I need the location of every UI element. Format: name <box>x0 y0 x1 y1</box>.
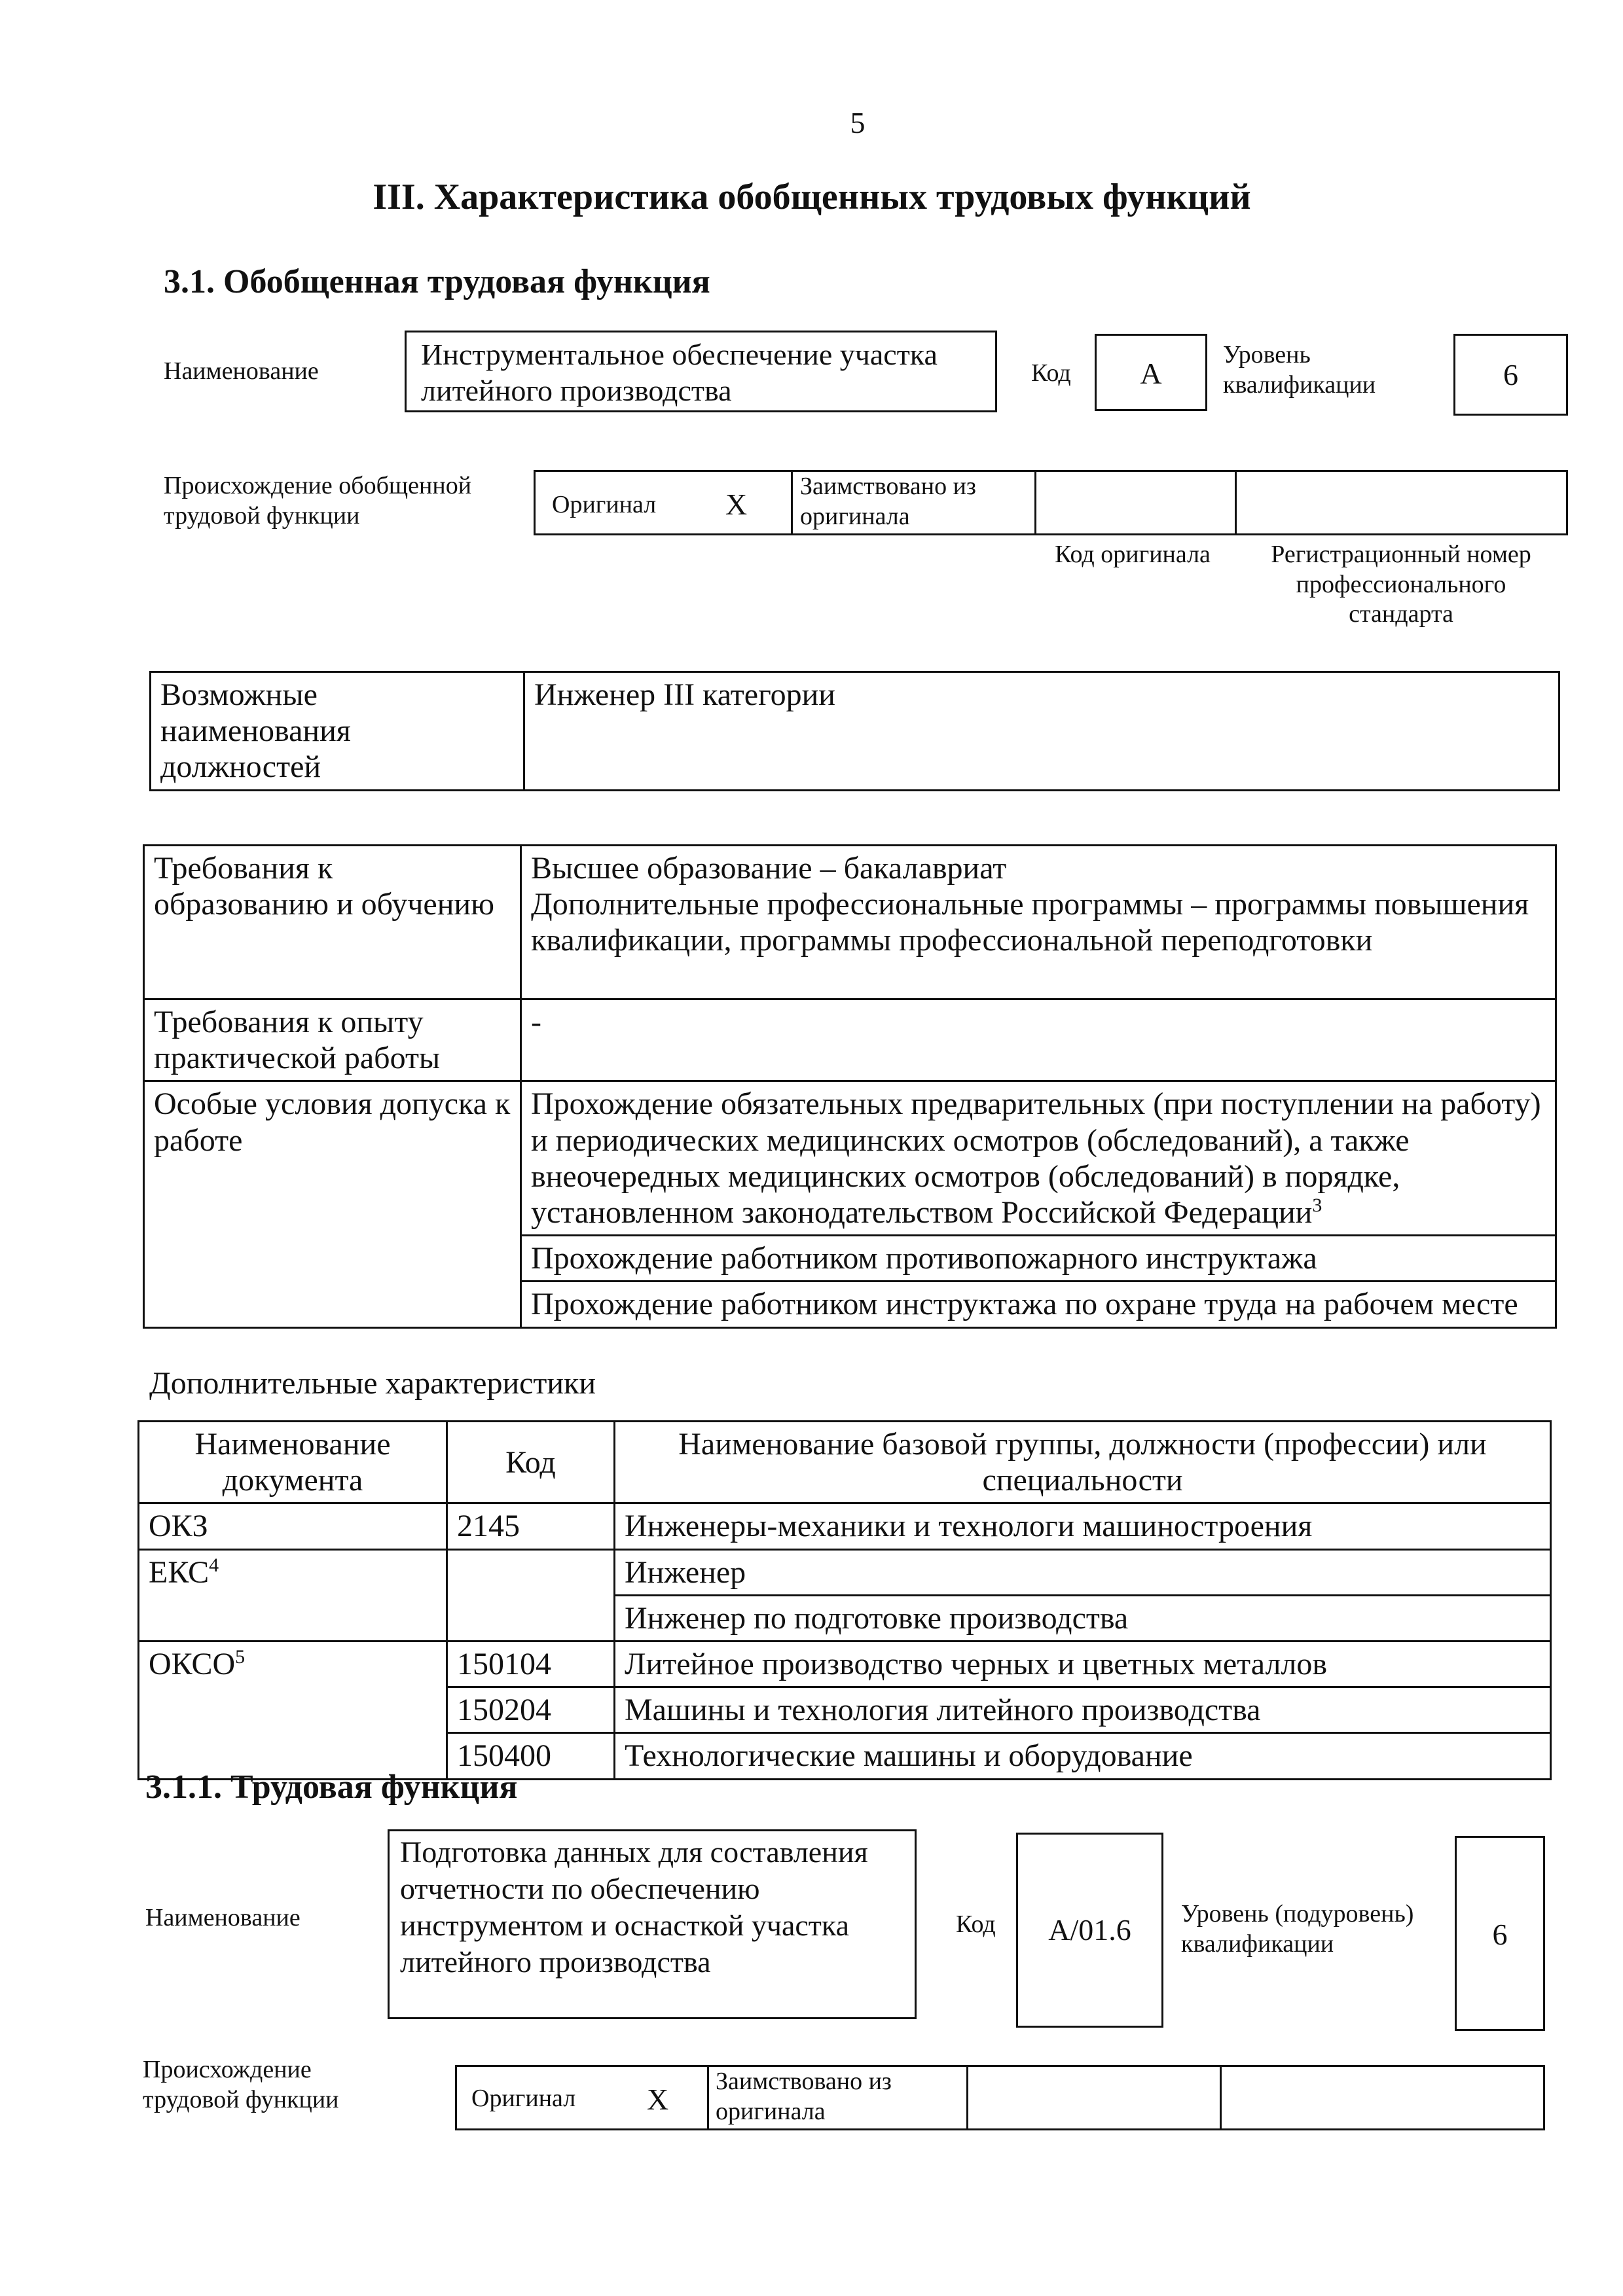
tf-original-label: Оригинал <box>471 2085 576 2112</box>
okso-name-2: Машины и технология литейного производства <box>615 1687 1551 1733</box>
tf-code-box <box>1016 1833 1163 2028</box>
tf-level-label: Уровень (подуровень) квалификации <box>1181 1900 1414 1958</box>
additional-table <box>137 1420 1552 1780</box>
okso-label: ОКСО <box>149 1646 236 1681</box>
special-item-2: Прохождение работником противопожарного инструктажа <box>521 1236 1556 1282</box>
education-line-1: Высшее образование – бакалавриат <box>531 851 1007 886</box>
page-number: 5 <box>850 106 866 139</box>
okz-code: 2145 <box>447 1503 615 1549</box>
gtf-code-label: Код <box>1031 359 1071 387</box>
okso-name-1: Литейное производство черных и цветных металлов <box>615 1641 1551 1687</box>
tf-level-value: 6 <box>1492 1918 1508 1951</box>
okso-code-2: 150204 <box>447 1687 615 1733</box>
gtf-code-value: А <box>1140 357 1162 390</box>
gtf-borrowed-label: Заимствовано из оригинала <box>800 473 976 530</box>
col-code-header: Код <box>447 1422 615 1503</box>
education-cell <box>521 846 1556 999</box>
gtf-name-label: Наименование <box>164 357 319 385</box>
tf-original-mark: X <box>647 2083 669 2116</box>
okz-name: Инженеры-механики и технологи машиностроения <box>615 1503 1551 1549</box>
tf-code-value: А/01.6 <box>1048 1913 1131 1946</box>
tf-code-label: Код <box>956 1910 996 1938</box>
okz-cell: ОКЗ <box>139 1503 447 1549</box>
gtf-name-value: Инструментальное обеспечение участка литейного производства <box>421 338 938 408</box>
tf-origin-table <box>455 2065 1545 2130</box>
positions-table <box>149 671 1560 791</box>
special-item-1-cell <box>521 1081 1556 1236</box>
requirements-table <box>143 844 1557 1329</box>
tf-level-box <box>1455 1836 1545 2031</box>
gtf-origin-table <box>534 470 1568 535</box>
education-label: Требования к образованию и обучению <box>144 846 521 999</box>
gtf-heading: 3.1. Обобщенная трудовая функция <box>164 263 710 300</box>
okso-cell <box>139 1641 447 1779</box>
okso-code-3: 150400 <box>447 1733 615 1779</box>
tf-name-label: Наименование <box>145 1904 301 1931</box>
eks-name-1: Инженер <box>615 1549 1551 1595</box>
gtf-level-value: 6 <box>1503 358 1518 391</box>
eks-code <box>447 1549 615 1641</box>
eks-label: ЕКС <box>149 1554 210 1590</box>
gtf-level-box <box>1453 334 1568 416</box>
eks-name-2: Инженер по подготовке производства <box>615 1595 1551 1641</box>
col-doc-header: Наименование документа <box>139 1422 447 1503</box>
gtf-original-mark: X <box>725 488 748 521</box>
positions-value: Инженер III категории <box>524 672 1559 791</box>
page-title: III. Характеристика обобщенных трудовых функций <box>373 177 1251 217</box>
footnote-4: 4 <box>209 1554 219 1576</box>
special-item-1: Прохождение обязательных предварительных (при поступлении на работу) и периодических медицинских осмотров (обследований), а также внеочередных медицинских осмотров (обследований) в порядке, установленном законодательством Российской Федерации <box>531 1086 1541 1230</box>
positions-label: Возможные наименования должностей <box>151 672 524 791</box>
gtf-level-label: Уровень квалификации <box>1223 341 1376 399</box>
tf-borrowed-label: Заимствовано из оригинала <box>716 2068 892 2125</box>
experience-value: - <box>521 999 1556 1081</box>
tf-origin-label: Происхождение трудовой функции <box>143 2056 339 2113</box>
footnote-3: 3 <box>1312 1194 1322 1216</box>
additional-heading: Дополнительные характеристики <box>149 1366 596 1401</box>
tf-name-box <box>388 1829 917 2019</box>
gtf-name-box <box>405 331 997 412</box>
okso-name-3: Технологические машины и оборудование <box>615 1733 1551 1779</box>
gtf-reg-number-caption: Регистрационный номер профессионального стандарта <box>1271 541 1531 628</box>
special-label: Особые условия допуска к работе <box>144 1081 521 1327</box>
okso-code-1: 150104 <box>447 1641 615 1687</box>
footnote-5: 5 <box>235 1645 246 1668</box>
gtf-original-label: Оригинал <box>552 491 657 518</box>
gtf-origin-label: Происхождение обобщенной трудовой функции <box>164 472 472 529</box>
col-name-header: Наименование базовой группы, должности (профессии) или специальности <box>615 1422 1551 1503</box>
tf-name-value: Подготовка данных для составления отчетности по обеспечению инструментом и оснасткой участка литейного производства <box>400 1835 868 1979</box>
eks-cell <box>139 1549 447 1641</box>
education-line-2: Дополнительные профессиональные программы – программы повышения квалификации, программы профессиональной переподготовки <box>531 887 1529 958</box>
gtf-code-box <box>1095 334 1207 411</box>
special-item-3: Прохождение работником инструктажа по охране труда на рабочем месте <box>521 1282 1556 1327</box>
gtf-code-original-caption: Код оригинала <box>1055 541 1211 568</box>
tf-heading: 3.1.1. Трудовая функция <box>145 1768 518 1806</box>
experience-label: Требования к опыту практической работы <box>144 999 521 1081</box>
